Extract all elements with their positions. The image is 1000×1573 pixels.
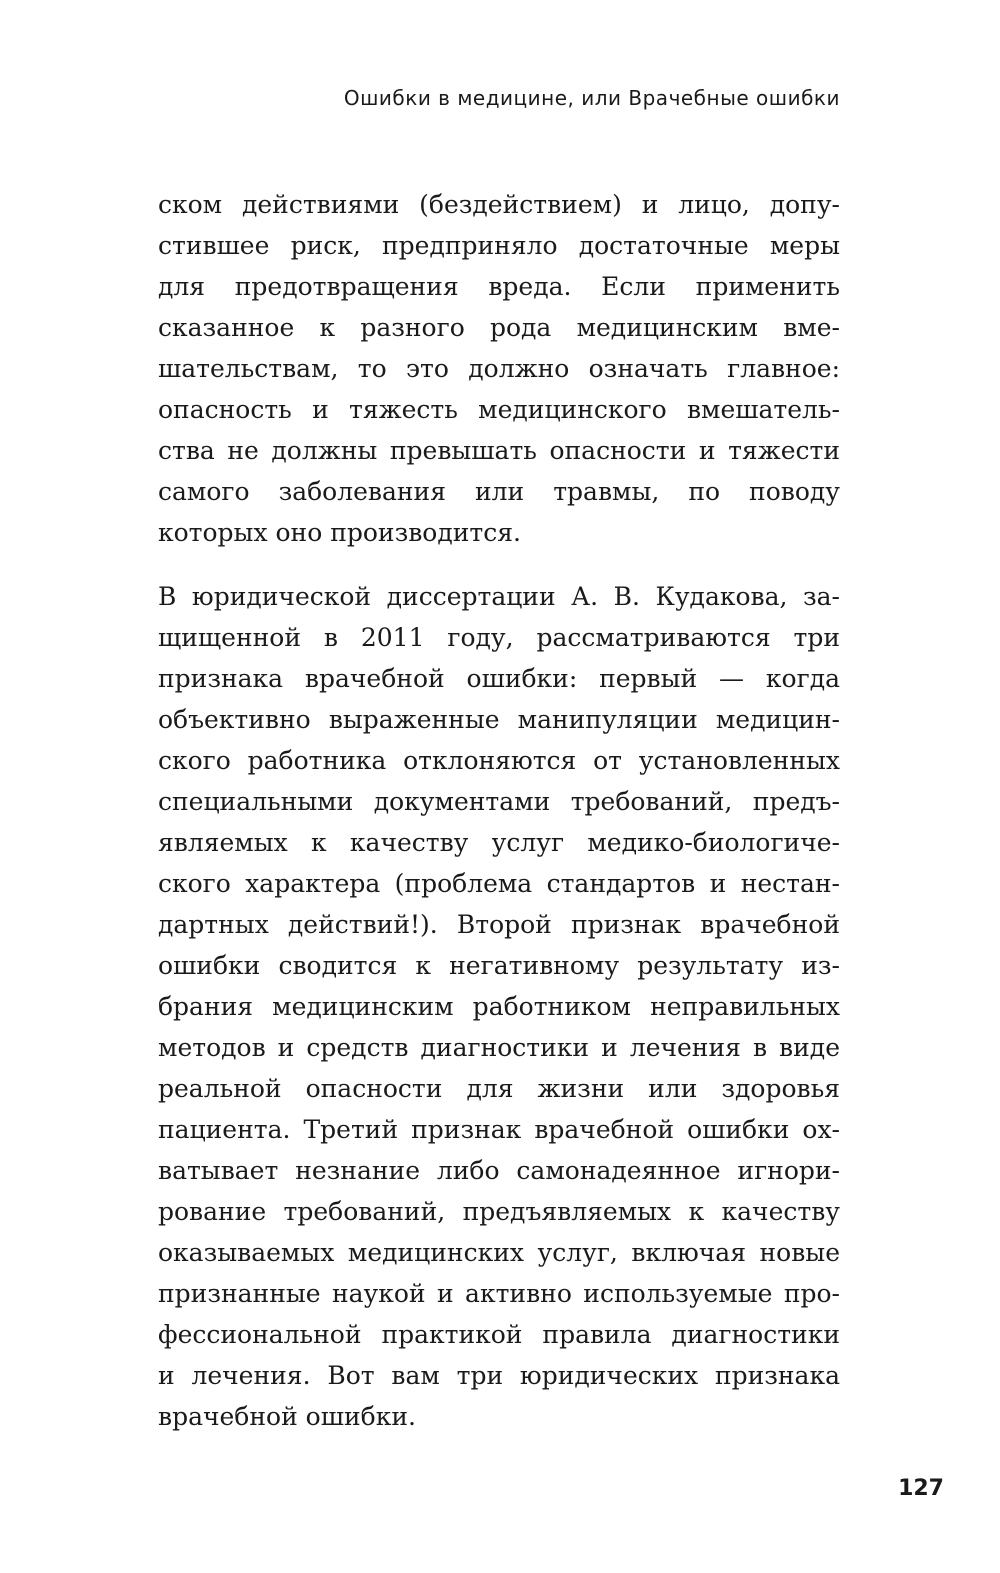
text-line: для предотвращения вреда. Если применить	[158, 272, 840, 301]
text-line: являемых к качеству услуг медико-биологиче-	[158, 828, 840, 857]
page-number: 127	[898, 1476, 944, 1501]
text-line: пациента. Третий признак врачебной ошибки ох-	[158, 1115, 840, 1144]
text-line: признака врачебной ошибки: первый — когда	[158, 664, 840, 693]
text-line: методов и средств диагностики и лечения в виде	[158, 1033, 840, 1062]
text-line: сказанное к разного рода медицинским вме-	[158, 313, 840, 342]
text-line: рование требований, предъявляемых к качеству	[158, 1197, 840, 1226]
text-line: самого заболевания или травмы, по поводу	[158, 477, 840, 506]
text-line: ского характера (проблема стандартов и нестан-	[158, 869, 840, 898]
text-line: врачебной ошибки.	[158, 1402, 416, 1431]
text-line: и лечения. Вот вам три юридических признака	[158, 1361, 840, 1390]
text-line: ском действиями (бездействием) и лицо, допу-	[158, 190, 840, 219]
text-line: специальными документами требований, предъ-	[158, 787, 840, 816]
text-line: ошибки сводится к негативному результату из-	[158, 951, 840, 980]
text-line: дартных действий!). Второй признак врачебной	[158, 910, 840, 939]
paragraph-1	[158, 184, 840, 553]
text-line: ского работника отклоняются от установленных	[158, 746, 840, 775]
text-line: фессиональной практикой правила диагностики	[158, 1320, 840, 1349]
text-line: опасность и тяжесть медицинского вмешатель-	[158, 395, 840, 424]
paragraph-2	[158, 576, 840, 1437]
text-line: стившее риск, предприняло достаточные меры	[158, 231, 840, 260]
text-line: признанные наукой и активно используемые про-	[158, 1279, 840, 1308]
text-line: объективно выраженные манипуляции медицин-	[158, 705, 840, 734]
text-line: В юридической диссертации А. В. Кудакова, за-	[158, 582, 840, 611]
text-line: реальной опасности для жизни или здоровья	[158, 1074, 840, 1103]
text-line: брания медицинским работником неправильных	[158, 992, 840, 1021]
text-line: ства не должны превышать опасности и тяжести	[158, 436, 840, 465]
text-line: оказываемых медицинских услуг, включая новые	[158, 1238, 840, 1267]
text-line: ватывает незнание либо самонадеянное игнори-	[158, 1156, 840, 1185]
page-body	[158, 184, 840, 1437]
text-line: которых оно производится.	[158, 518, 521, 547]
running-header-title: Ошибки в медицине, или Врачебные ошибки	[343, 86, 840, 110]
text-line: шательствам, то это должно означать главное:	[158, 354, 840, 383]
text-line: щищенной в 2011 году, рассматриваются три	[158, 623, 840, 652]
